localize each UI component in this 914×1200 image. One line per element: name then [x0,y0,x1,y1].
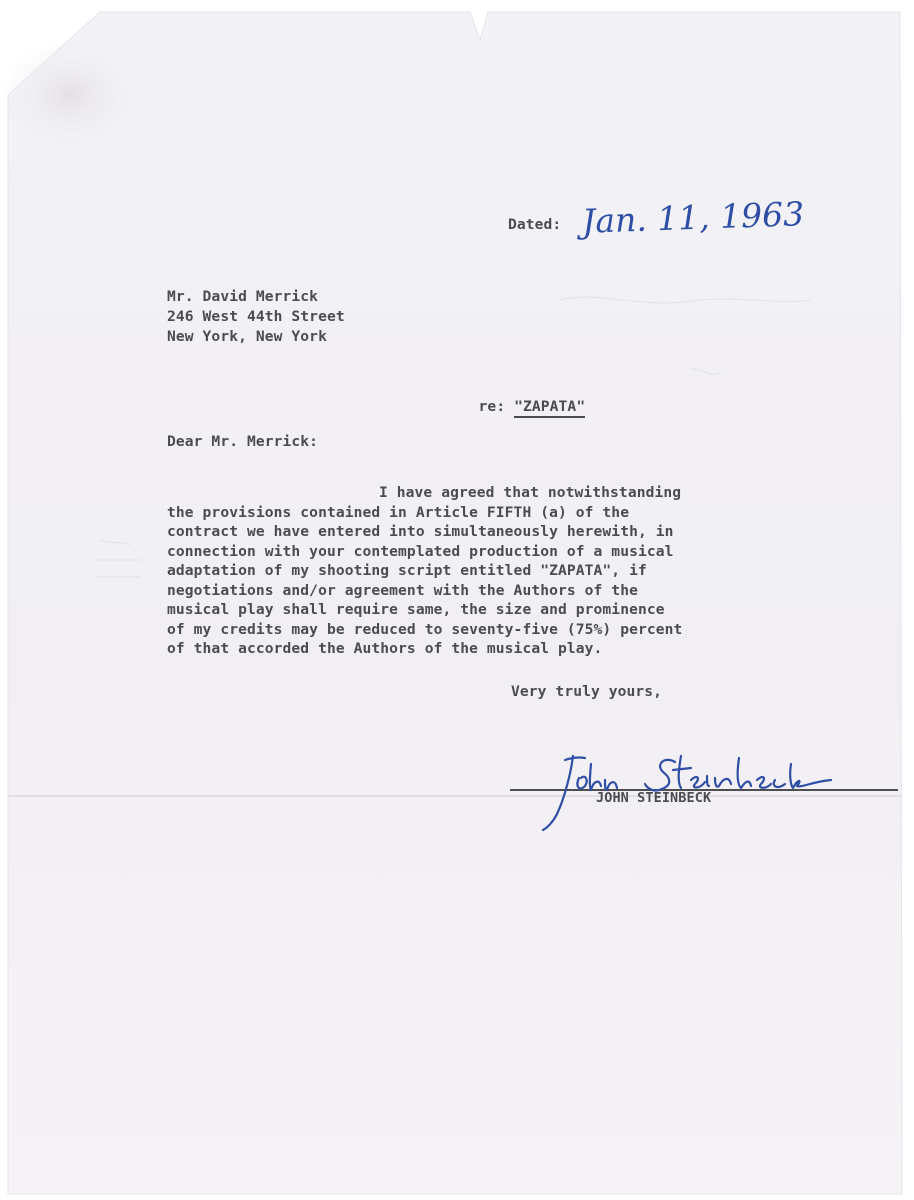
body-line: connection with your contemplated production of a musical [167,542,674,560]
body-line: adaptation of my shooting script entitled "ZAPATA", if [167,562,647,579]
body-line: I have agreed that notwithstanding [379,484,682,501]
dated-label: Dated: [508,216,562,233]
salutation: Dear Mr. Merrick: [167,433,319,450]
body-line: musical play shall require same, the size and prominence [167,601,665,618]
body-line: of that accorded the Authors of the musical play. [167,640,603,657]
body-line: negotiations and/or agreement with the Authors of the [167,581,638,599]
body-line: the provisions contained in Article FIFTH (a) of the [167,503,630,521]
corner-stain [0,40,140,150]
recipient-name: Mr. David Merrick [167,288,319,305]
body-line: of my credits may be reduced to seventy-five (75%) percent [167,620,683,638]
body-paragraph [167,484,807,664]
recipient-street: 246 West 44th Street [167,308,345,325]
subject-label: re: [478,398,506,415]
handwritten-signature [535,742,835,834]
subject-title: "ZAPATA" [514,398,585,418]
recipient-city: New York, New York [167,328,327,345]
handwritten-date: Jan. 11, 1963 [581,194,805,241]
signatory-name: JOHN STEINBECK [596,790,712,806]
closing: Very truly yours, [511,683,663,700]
subject-line [443,381,585,432]
body-line: contract we have entered into simultaneously herewith, in [167,523,674,540]
recipient-address [167,288,427,358]
